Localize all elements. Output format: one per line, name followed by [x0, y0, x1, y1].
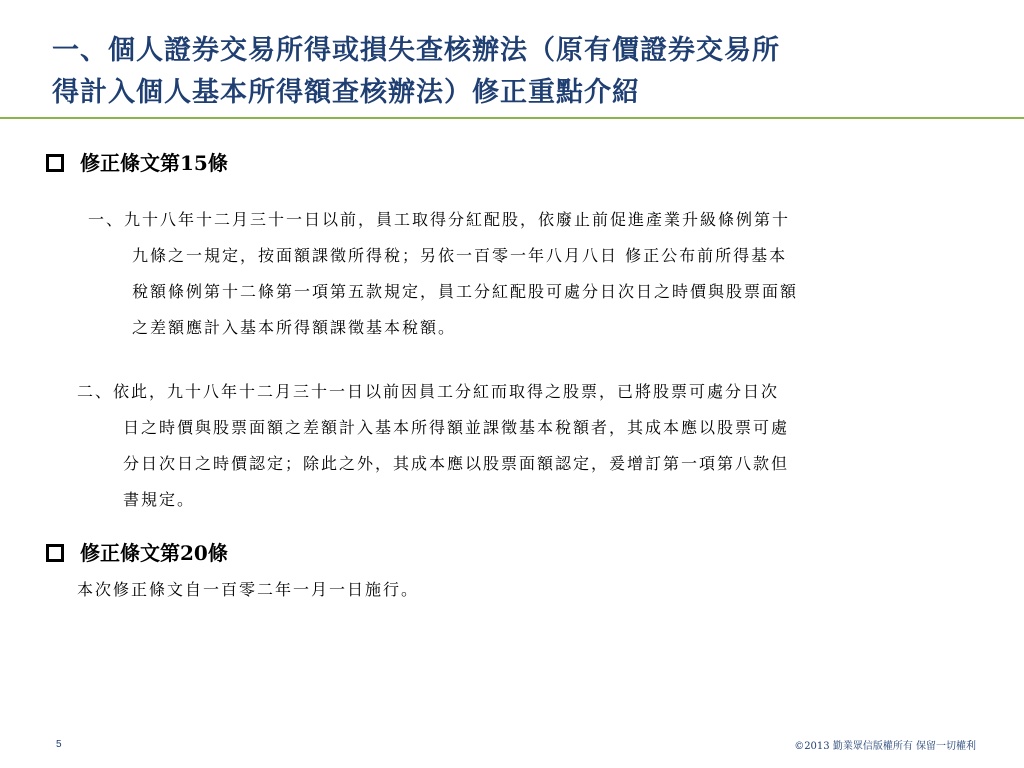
page-number: 5 — [56, 739, 62, 750]
paragraph-line: 稅額條例第十二條第一項第五款規定，員工分紅配股可處分日次日之時價與股票面額 — [132, 282, 799, 301]
slide-title-line-1: 一、個人證券交易所得或損失查核辦法（原有價證券交易所 — [52, 35, 780, 66]
section-heading-text: 修正條文第20條 — [80, 541, 228, 565]
paragraph-line: 書規定。 — [123, 490, 196, 509]
article-20-paragraph — [77, 575, 419, 605]
paragraph-line: 本次修正條文自一百零二年一月一日施行。 — [77, 580, 420, 599]
square-bullet-icon — [46, 154, 64, 172]
paragraph-line: 日之時價與股票面額之差額計入基本所得額並課徵基本稅額者，其成本應以股票可處 — [123, 418, 790, 437]
paragraph-line: 分日次日之時價認定；除此之外，其成本應以股票面額認定，爰增訂第一項第八款但 — [123, 454, 790, 473]
article-15-paragraph-2 — [77, 374, 789, 518]
section-heading-article-20 — [46, 539, 228, 567]
square-bullet-icon — [46, 544, 64, 562]
copyright-notice: ©2013 勤業眾信版權所有 保留一切權利 — [794, 741, 976, 752]
paragraph-line: 一、九十八年十二月三十一日以前，員工取得分紅配股，依廢止前促進產業升級條例第十 — [88, 210, 791, 229]
title-divider — [0, 117, 1024, 119]
paragraph-line: 九條之一規定，按面額課徵所得稅；另依一百零一年八月八日 修正公布前所得基本 — [132, 246, 788, 265]
article-15-paragraph-1 — [88, 202, 798, 346]
section-heading-article-15 — [46, 149, 228, 177]
section-heading-text: 修正條文第15條 — [80, 151, 228, 175]
slide-title-line-2: 得計入個人基本所得額查核辦法）修正重點介紹 — [52, 77, 640, 108]
slide-title — [52, 30, 992, 114]
paragraph-line: 之差額應計入基本所得額課徵基本稅額。 — [132, 318, 457, 337]
paragraph-line: 二、依此，九十八年十二月三十一日以前因員工分紅而取得之股票，已將股票可處分日次 — [77, 382, 780, 401]
